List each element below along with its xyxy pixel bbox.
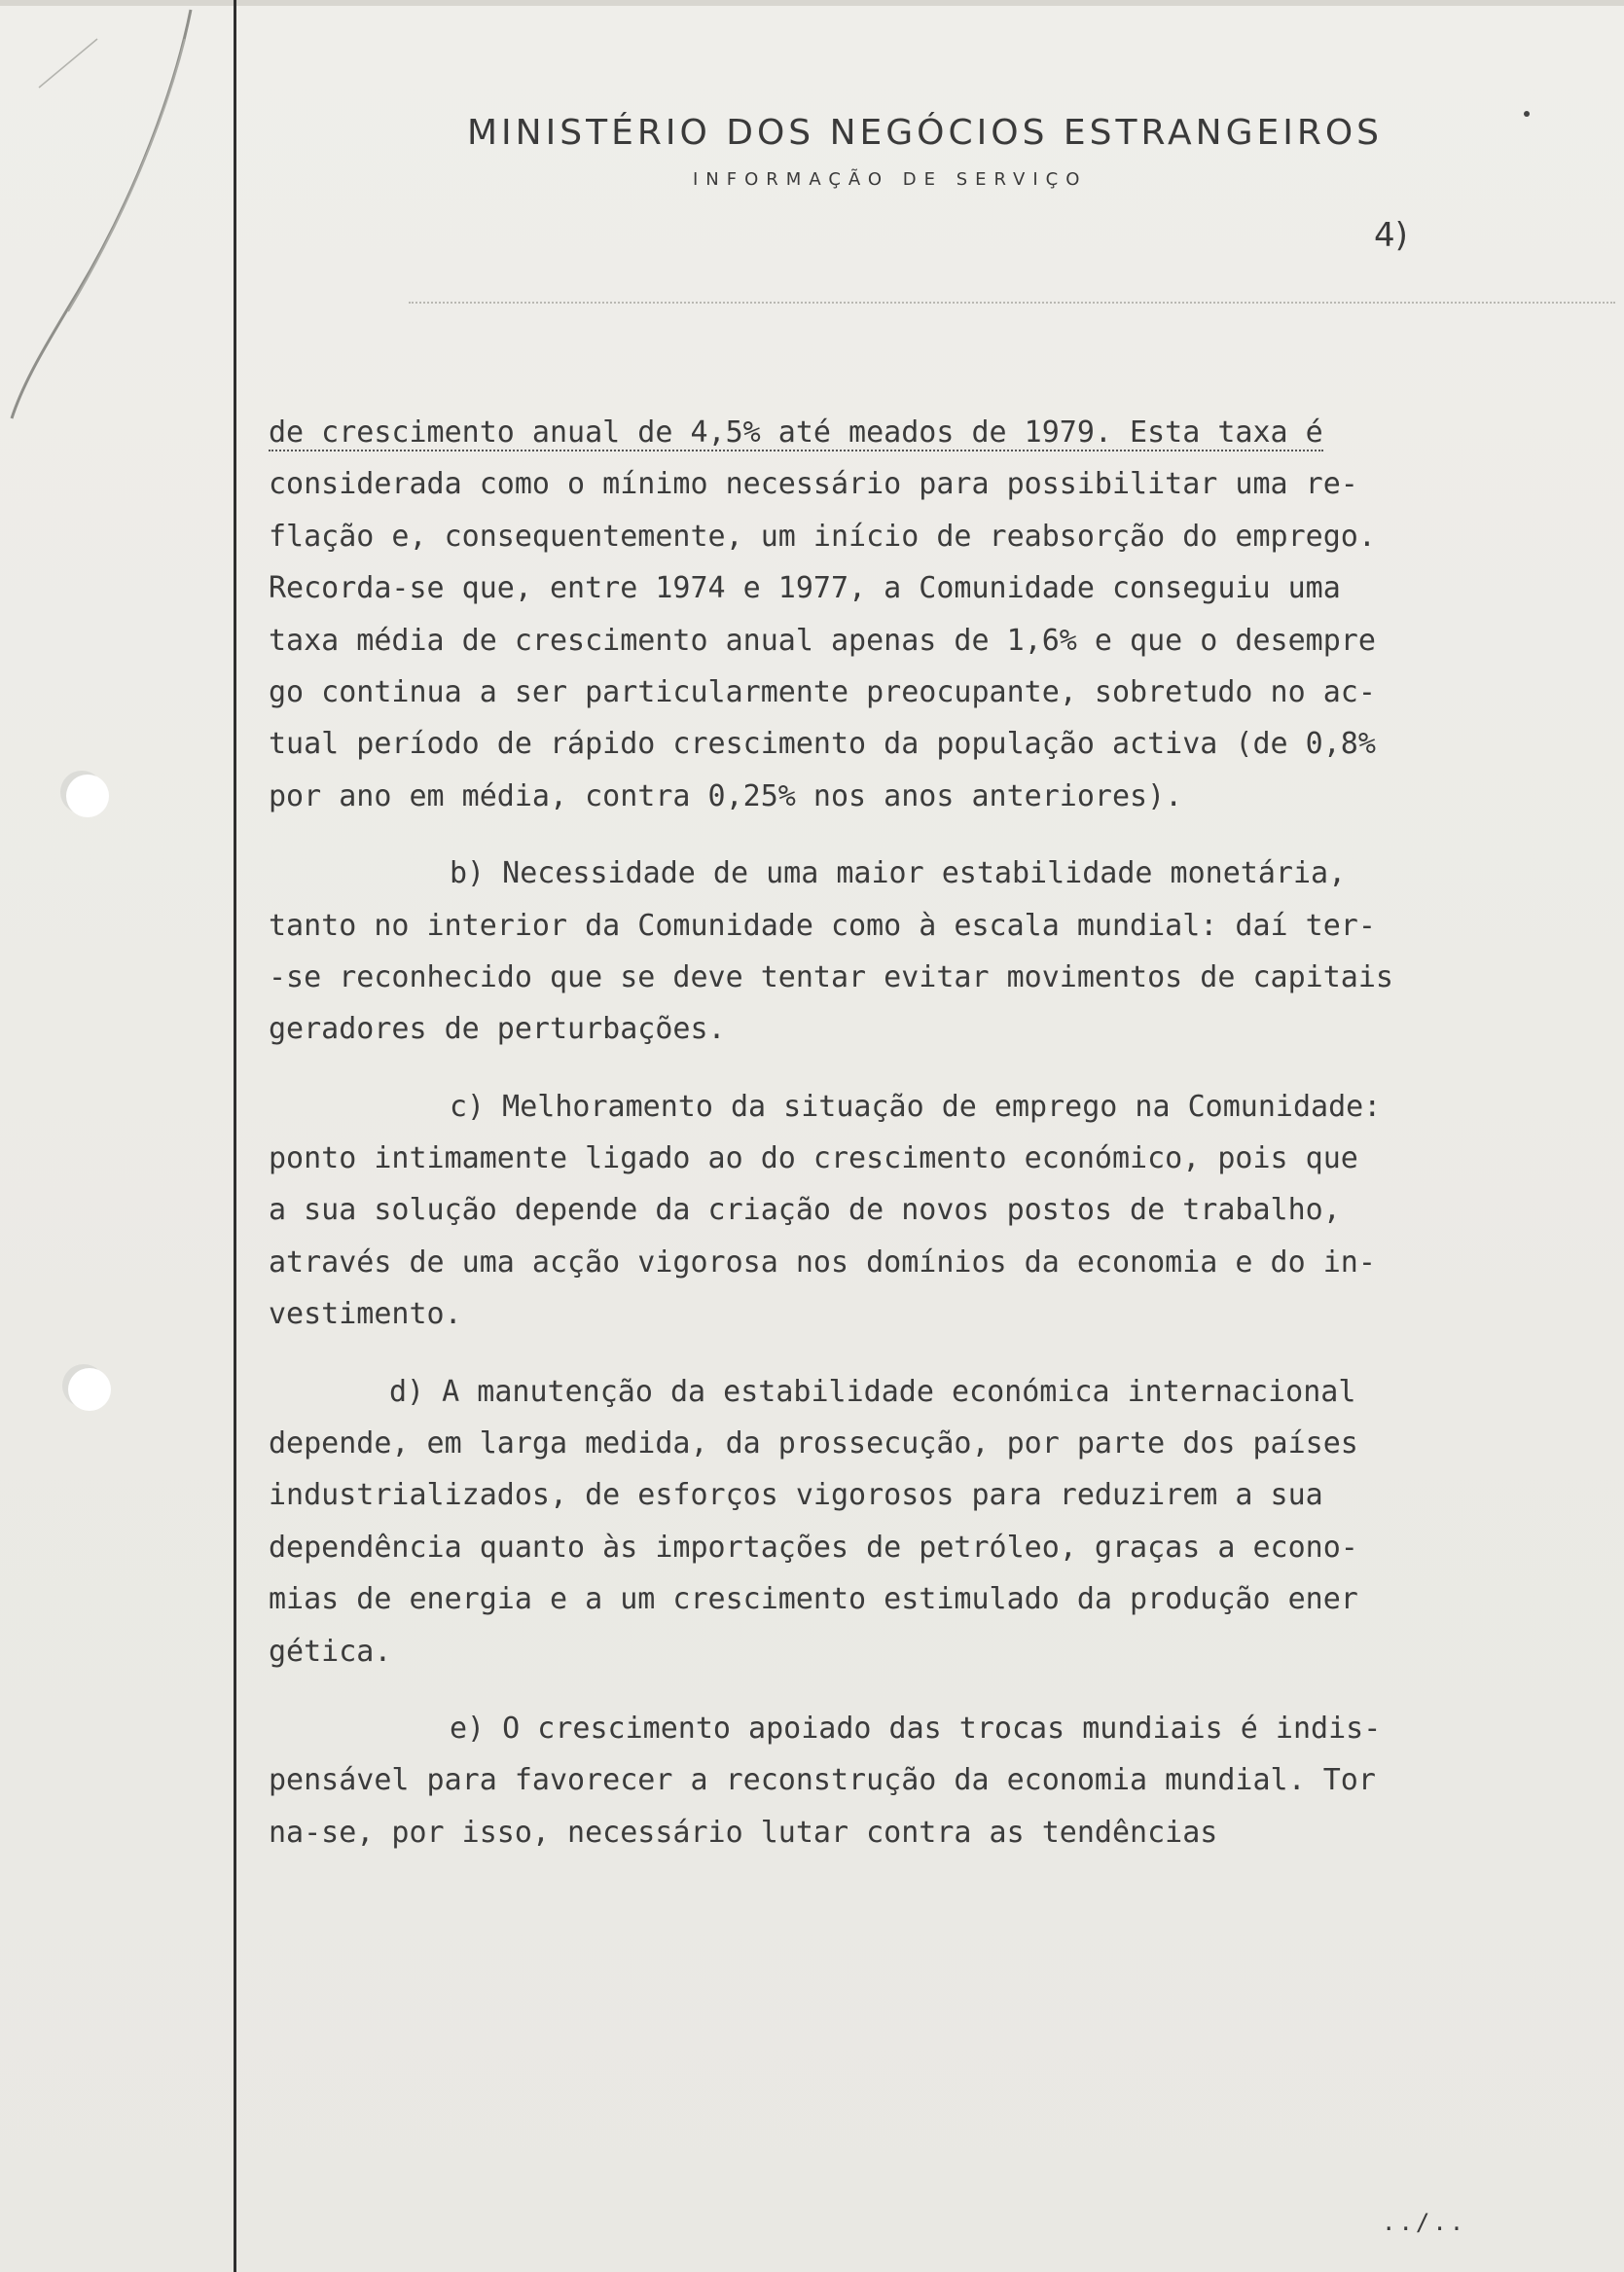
body-line: b) Necessidade de uma maior estabilidade monetária, [450, 856, 1347, 891]
pencil-margin-mark [0, 0, 253, 448]
body-line: tanto no interior da Comunidade como à escala mundial: daí ter- [269, 908, 1376, 943]
body-line: a sua solução depende da criação de novos postos de trabalho, [269, 1193, 1341, 1228]
margin-rule [234, 0, 236, 2272]
body-line: tual período de rápido crescimento da população activa (de 0,8% [269, 727, 1376, 762]
ministry-title: MINISTÉRIO DOS NEGÓCIOS ESTRANGEIROS [467, 113, 1384, 153]
body-line: Recorda-se que, entre 1974 e 1977, a Comunidade conseguiu uma [269, 571, 1341, 606]
body-line: d) A manutenção da estabilidade económica internacional [389, 1374, 1356, 1409]
body-line: mias de energia e a um crescimento estimulado da produção ener [269, 1582, 1358, 1617]
ministry-subtitle: INFORMAÇÃO DE SERVIÇO [693, 169, 1088, 190]
body-line: industrializados, de esforços vigorosos para reduzirem a sua [269, 1478, 1323, 1513]
page-number: 4) [1374, 216, 1408, 255]
body-line: gética. [269, 1634, 392, 1669]
body-line: c) Melhoramento da situação de emprego na Comunidade: [450, 1089, 1382, 1124]
body-line: depende, em larga medida, da prossecução, por parte dos países [269, 1426, 1358, 1461]
body-line: na-se, por isso, necessário lutar contra as tendências [269, 1815, 1218, 1850]
punch-hole-bottom [68, 1368, 111, 1411]
punch-hole-top [66, 775, 109, 817]
body-line: go continua a ser particularmente preocupante, sobretudo no ac- [269, 674, 1376, 709]
header-separator [409, 302, 1615, 304]
body-line: vestimento. [269, 1297, 462, 1332]
body-line: taxa média de crescimento anual apenas de 1,6% e que o desempre [269, 623, 1376, 658]
document-body [269, 407, 1592, 1858]
body-line: considerada como o mínimo necessário para possibilitar uma re- [269, 467, 1358, 502]
continuation-mark: ../.. [1382, 2209, 1467, 2236]
body-line: por ano em média, contra 0,25% nos anos anteriores). [269, 778, 1183, 813]
body-line: flação e, consequentemente, um início de reabsorção do emprego. [269, 519, 1376, 554]
body-line: geradores de perturbações. [269, 1012, 726, 1047]
body-line: -se reconhecido que se deve tentar evitar movimentos de capitais [269, 959, 1393, 994]
body-line [269, 407, 1592, 458]
body-line: pensável para favorecer a reconstrução da economia mundial. Tor [269, 1763, 1376, 1798]
body-line: ponto intimamente ligado ao do crescimento económico, pois que [269, 1141, 1358, 1176]
body-line: dependência quanto às importações de petróleo, graças a econo- [269, 1530, 1358, 1565]
ink-dot [1524, 111, 1530, 117]
body-line: através de uma acção vigorosa nos domínios da economia e do in- [269, 1244, 1376, 1280]
body-line: e) O crescimento apoiado das trocas mundiais é indis- [450, 1711, 1382, 1746]
body-line-text: de crescimento anual de 4,5% até meados de 1979. Esta taxa é [269, 415, 1323, 450]
